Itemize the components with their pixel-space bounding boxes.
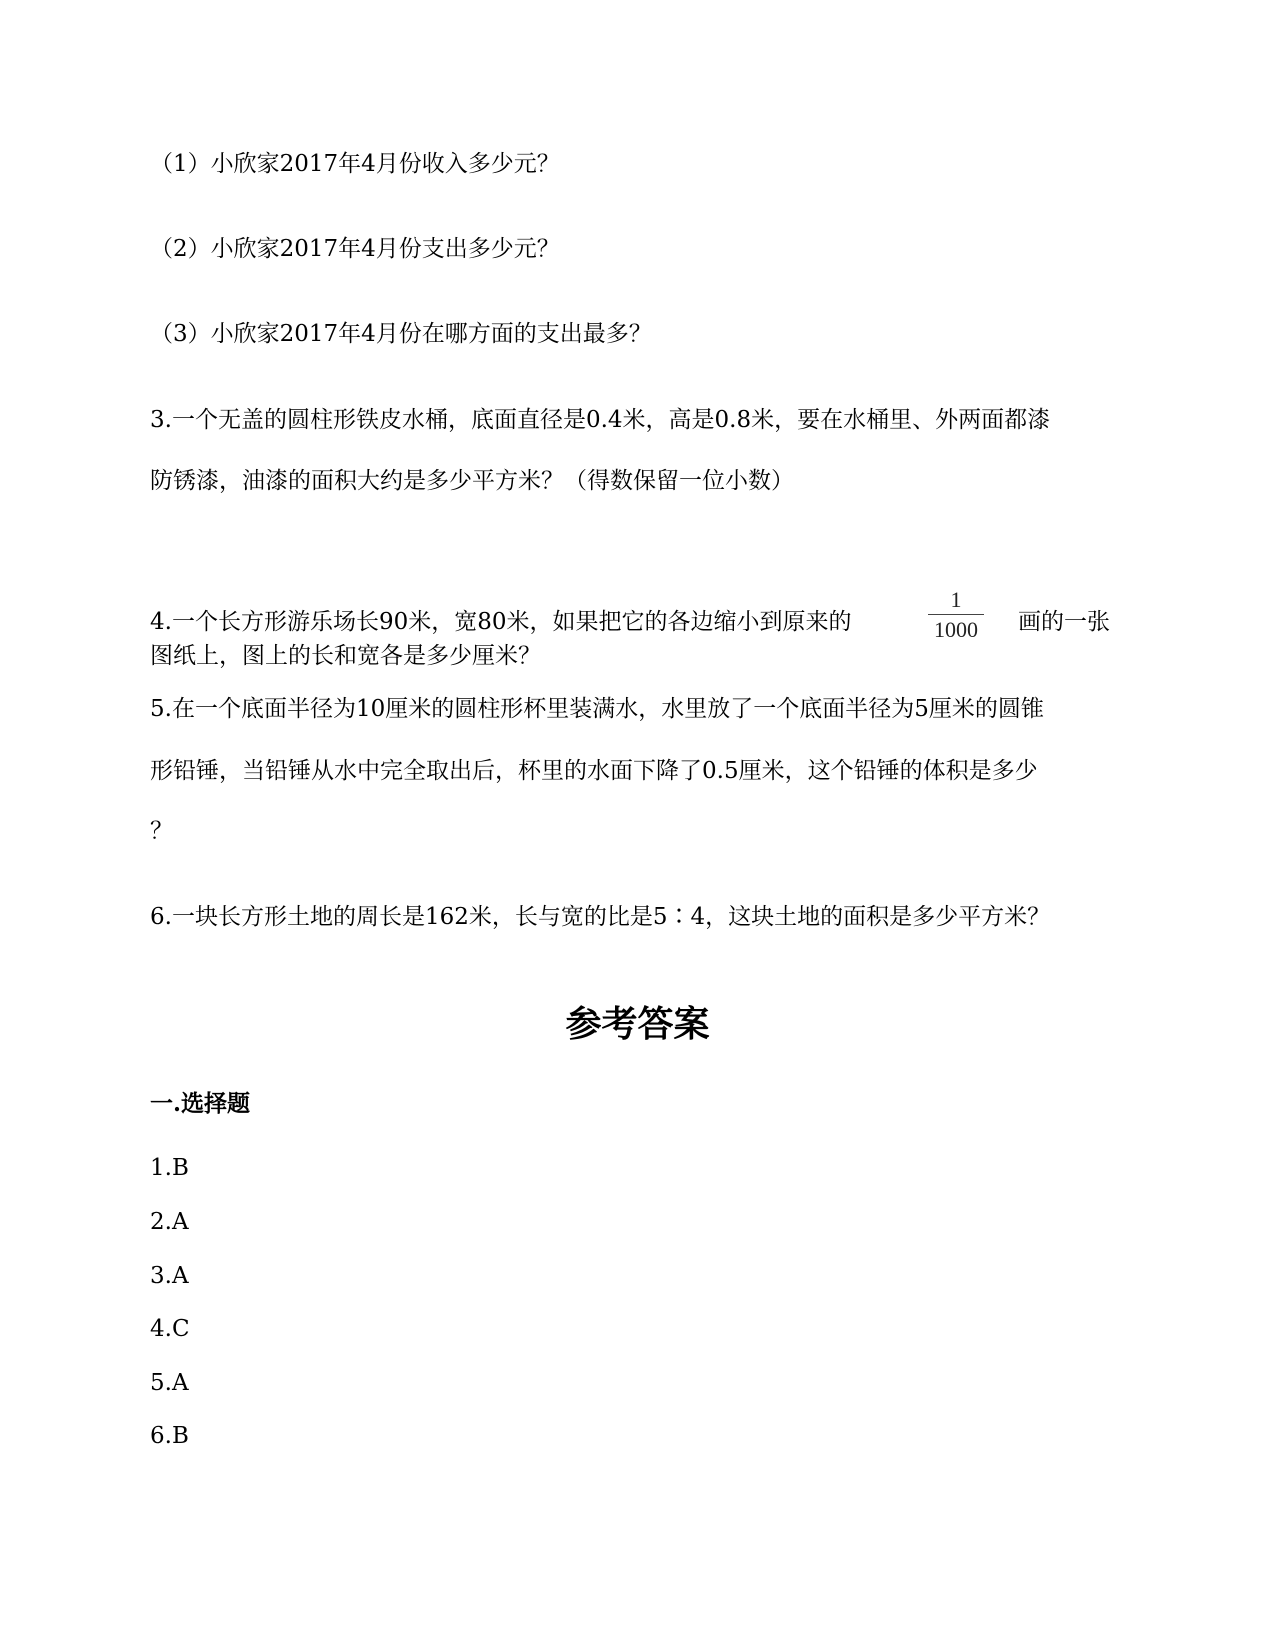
question-3-line-2: 防锈漆，油漆的面积大约是多少平方米？（得数保留一位小数） xyxy=(150,468,794,494)
question-2-sub-2: （2）小欣家2017年4月份支出多少元？ xyxy=(150,236,560,262)
answer-item: 4.C xyxy=(150,1316,190,1342)
answer-item: 3.A xyxy=(150,1263,189,1289)
answers-section-title: 一.选择题 xyxy=(150,1090,251,1117)
question-6-line-1: 6.一块长方形土地的周长是162米，长与宽的比是5∶4，这块土地的面积是多少平方米？ xyxy=(150,904,1051,930)
question-4-line-1: 4.一个长方形游乐场长90米，宽80米，如果把它的各边缩小到原来的 xyxy=(150,609,852,635)
answer-item: 1.B xyxy=(150,1155,189,1181)
answer-item: 2.A xyxy=(150,1209,189,1235)
question-5-line-2: 形铅锤，当铅锤从水中完全取出后，杯里的水面下降了0.5厘米，这个铅锤的体积是多少 xyxy=(150,758,1038,784)
question-5-line-1: 5.在一个底面半径为10厘米的圆柱形杯里装满水，水里放了一个底面半径为5厘米的圆锥 xyxy=(150,696,1044,722)
fraction-numerator: 1 xyxy=(950,587,962,612)
answer-item: 5.A xyxy=(150,1370,189,1396)
question-2-sub-3: （3）小欣家2017年4月份在哪方面的支出最多？ xyxy=(150,321,652,347)
question-5-line-3: ？ xyxy=(150,818,173,844)
question-4-line-1-end: 画的一张 xyxy=(1018,609,1110,635)
question-4-line-2: 图纸上，图上的长和宽各是多少厘米？ xyxy=(150,643,541,669)
fraction-bar xyxy=(928,614,984,615)
question-2-sub-1: （1）小欣家2017年4月份收入多少元？ xyxy=(150,151,560,177)
answer-item: 6.B xyxy=(150,1423,189,1449)
question-4-fraction xyxy=(928,588,984,642)
question-3-line-1: 3.一个无盖的圆柱形铁皮水桶，底面直径是0.4米，高是0.8米，要在水桶里、外两面都漆 xyxy=(150,407,1051,433)
fraction-denominator: 1000 xyxy=(934,617,978,642)
answers-title: 参考答案 xyxy=(565,1003,710,1045)
